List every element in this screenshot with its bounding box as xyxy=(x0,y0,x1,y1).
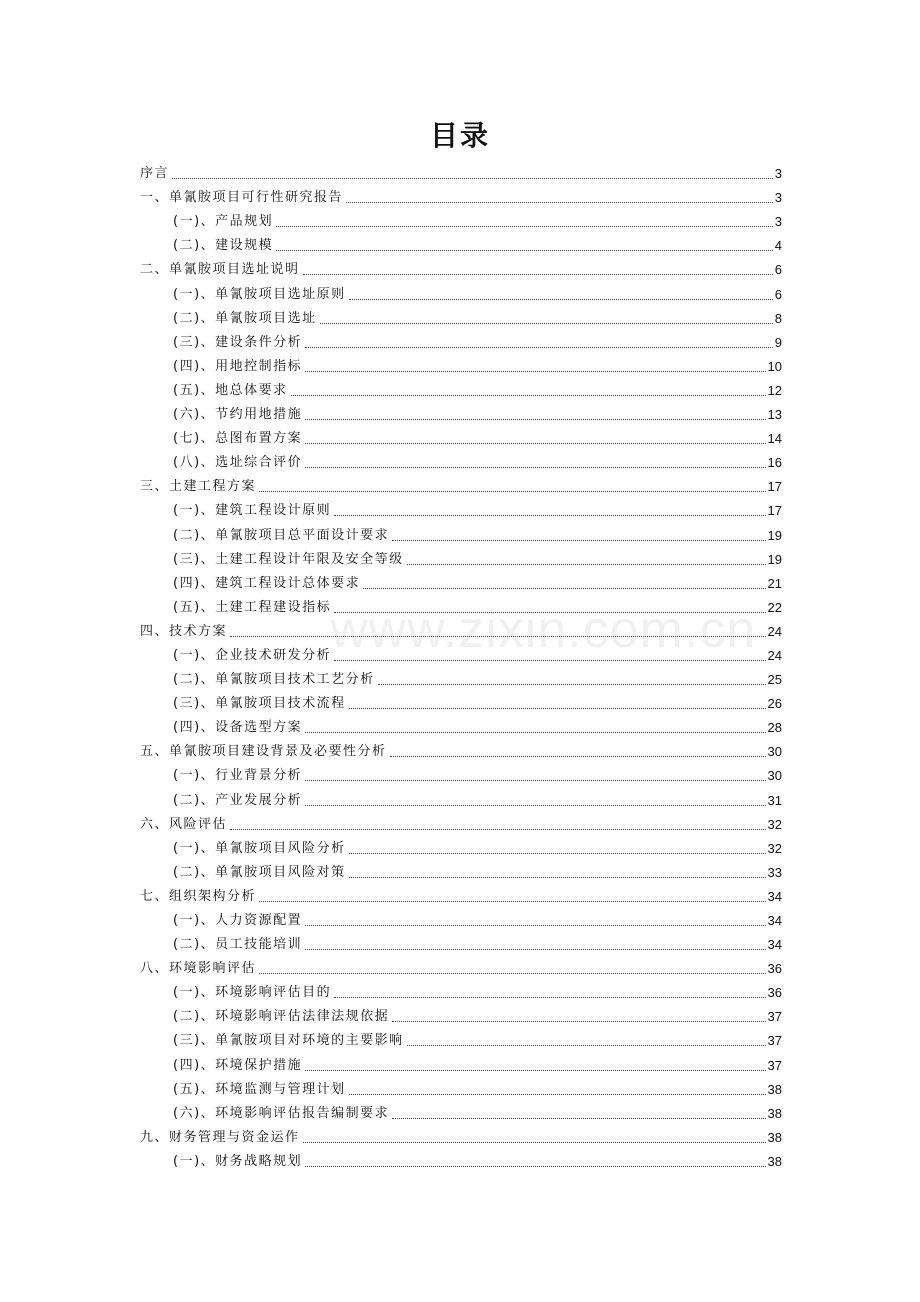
toc-dot-leader xyxy=(230,829,766,830)
toc-dot-leader xyxy=(303,274,773,275)
toc-entry-page-number: 32 xyxy=(767,840,782,856)
toc-entry-page-number: 33 xyxy=(767,864,782,880)
toc-entry-page-number: 13 xyxy=(767,407,782,423)
toc-dot-leader xyxy=(407,1045,766,1046)
toc-dot-leader xyxy=(305,371,765,372)
toc-entry-section[interactable] xyxy=(140,376,782,400)
toc-entry-section[interactable] xyxy=(140,930,782,954)
toc-entry-page-number: 38 xyxy=(767,1081,782,1097)
toc-entry-label: (一)、建筑工程设计原则 xyxy=(173,503,332,519)
toc-entry-label: (七)、总图布置方案 xyxy=(173,431,303,447)
toc-entry-chapter[interactable] xyxy=(140,617,782,641)
toc-entry-label: (二)、单氰胺项目风险对策 xyxy=(173,864,346,880)
toc-dot-leader xyxy=(334,997,765,998)
toc-dot-leader xyxy=(349,1094,766,1095)
toc-entry-label: (一)、财务战略规划 xyxy=(173,1153,303,1169)
toc-entry-section[interactable] xyxy=(140,1147,782,1171)
toc-entry-section[interactable] xyxy=(140,569,782,593)
toc-entry-label: (四)、环境保护措施 xyxy=(173,1057,303,1073)
toc-entry-section[interactable] xyxy=(140,1050,782,1074)
toc-dot-leader xyxy=(303,1142,766,1143)
toc-entry-page-number: 9 xyxy=(774,334,782,350)
toc-entry-page-number: 36 xyxy=(767,985,782,1001)
toc-entry-label: (二)、单氰胺项目选址 xyxy=(173,310,317,326)
toc-entry-section[interactable] xyxy=(140,328,782,352)
toc-dot-leader xyxy=(305,732,765,733)
toc-entry-chapter[interactable] xyxy=(140,159,782,183)
toc-entry-section[interactable] xyxy=(140,352,782,376)
toc-entry-label: 六、风险评估 xyxy=(140,816,228,832)
toc-entry-section[interactable] xyxy=(140,665,782,689)
toc-entry-page-number: 38 xyxy=(767,1153,782,1169)
toc-entry-chapter[interactable] xyxy=(140,183,782,207)
toc-entry-page-number: 6 xyxy=(774,262,782,278)
toc-entry-section[interactable] xyxy=(140,906,782,930)
toc-entry-label: 九、财务管理与资金运作 xyxy=(140,1129,300,1145)
toc-entry-chapter[interactable] xyxy=(140,737,782,761)
toc-entry-page-number: 24 xyxy=(767,623,782,639)
toc-entry-page-number: 17 xyxy=(767,479,782,495)
toc-dot-leader xyxy=(392,1021,765,1022)
toc-entry-label: (二)、单氰胺项目技术工艺分析 xyxy=(173,672,375,688)
toc-dot-leader xyxy=(230,636,766,637)
toc-entry-label: (六)、节约用地措施 xyxy=(173,407,303,423)
toc-entry-page-number: 19 xyxy=(767,527,782,543)
toc-dot-leader xyxy=(349,708,766,709)
toc-entry-label: 二、单氰胺项目选址说明 xyxy=(140,262,300,278)
toc-entry-page-number: 12 xyxy=(767,382,782,398)
toc-entry-label: 三、土建工程方案 xyxy=(140,479,257,495)
toc-entry-page-number: 34 xyxy=(767,913,782,928)
toc-entry-section[interactable] xyxy=(140,1002,782,1026)
toc-dot-leader xyxy=(392,1118,765,1119)
toc-dot-leader xyxy=(305,347,773,348)
toc-entry-section[interactable] xyxy=(140,593,782,617)
toc-dot-leader xyxy=(276,250,773,251)
toc-entry-page-number: 38 xyxy=(767,1129,782,1145)
toc-entry-page-number: 3 xyxy=(774,190,782,206)
toc-entry-page-number: 21 xyxy=(767,575,782,591)
toc-dot-leader xyxy=(320,323,773,324)
toc-entry-page-number: 32 xyxy=(767,816,782,832)
toc-entry-section[interactable] xyxy=(140,496,782,520)
toc-entry-page-number: 37 xyxy=(767,1057,782,1073)
toc-entry-page-number: 34 xyxy=(767,888,782,904)
toc-entry-label: (三)、土建工程设计年限及安全等级 xyxy=(173,551,404,567)
toc-entry-label: 五、单氰胺项目建设背景及必要性分析 xyxy=(140,744,387,760)
toc-entry-page-number: 37 xyxy=(767,1033,782,1049)
toc-entry-page-number: 24 xyxy=(767,647,782,663)
toc-entry-page-number: 4 xyxy=(774,238,782,254)
toc-entry-label: (一)、单氰胺项目风险分析 xyxy=(173,840,346,856)
toc-entry-section[interactable] xyxy=(140,448,782,472)
toc-dot-leader xyxy=(334,515,765,516)
toc-dot-leader xyxy=(305,949,765,950)
toc-entry-chapter[interactable] xyxy=(140,255,782,279)
toc-entry-label: (二)、建设规模 xyxy=(173,238,274,254)
toc-entry-label: (四)、设备选型方案 xyxy=(173,720,303,736)
toc-entry-section[interactable] xyxy=(140,207,782,231)
toc-entry-label: (五)、土建工程建设指标 xyxy=(173,599,332,615)
toc-entry-page-number: 31 xyxy=(767,792,782,808)
toc-entry-section[interactable] xyxy=(140,304,782,328)
toc-entry-section[interactable] xyxy=(140,231,782,255)
toc-dot-leader xyxy=(259,491,766,492)
toc-entry-label: (一)、人力资源配置 xyxy=(173,913,303,928)
toc-entry-page-number: 36 xyxy=(767,961,782,977)
toc-entry-label: (三)、建设条件分析 xyxy=(173,334,303,350)
toc-dot-leader xyxy=(334,660,765,661)
toc-entry-section[interactable] xyxy=(140,978,782,1002)
toc-dot-leader xyxy=(276,226,773,227)
toc-entry-label: (二)、环境影响评估法律法规依据 xyxy=(173,1009,390,1025)
toc-entry-label: (二)、单氰胺项目总平面设计要求 xyxy=(173,527,390,543)
toc-entry-page-number: 3 xyxy=(774,214,782,230)
toc-entry-label: (六)、环境影响评估报告编制要求 xyxy=(173,1105,390,1121)
toc-entry-section[interactable] xyxy=(140,545,782,569)
table-of-contents xyxy=(140,159,782,1171)
toc-entry-label: (八)、选址综合评价 xyxy=(173,455,303,471)
toc-entry-chapter[interactable] xyxy=(140,882,782,906)
toc-entry-section[interactable] xyxy=(140,424,782,448)
toc-entry-section[interactable] xyxy=(140,713,782,737)
toc-dot-leader xyxy=(291,395,766,396)
toc-entry-section[interactable] xyxy=(140,1075,782,1099)
toc-dot-leader xyxy=(305,443,765,444)
toc-entry-section[interactable] xyxy=(140,520,782,544)
toc-entry-page-number: 6 xyxy=(774,286,782,302)
toc-entry-label: (一)、单氰胺项目选址原则 xyxy=(173,286,346,302)
toc-entry-chapter[interactable] xyxy=(140,954,782,978)
toc-entry-chapter[interactable] xyxy=(140,1123,782,1147)
toc-dot-leader xyxy=(305,780,765,781)
watermark: www.zixin.com.cn xyxy=(330,601,757,659)
toc-dot-leader xyxy=(349,853,766,854)
toc-dot-leader xyxy=(305,419,765,420)
toc-title: 目录 xyxy=(429,119,490,152)
toc-entry-page-number: 30 xyxy=(767,744,782,760)
toc-dot-leader xyxy=(259,973,766,974)
toc-entry-label: 八、环境影响评估 xyxy=(140,961,257,977)
toc-entry-section[interactable] xyxy=(140,834,782,858)
toc-entry-page-number: 25 xyxy=(767,672,782,688)
toc-entry-page-number: 28 xyxy=(767,720,782,736)
toc-entry-label: (二)、产业发展分析 xyxy=(173,792,303,808)
toc-dot-leader xyxy=(305,467,765,468)
toc-dot-leader xyxy=(378,684,766,685)
toc-dot-leader xyxy=(407,564,766,565)
toc-dot-leader xyxy=(172,178,773,179)
toc-dot-leader xyxy=(390,756,766,757)
toc-entry-page-number: 3 xyxy=(774,166,782,182)
toc-entry-page-number: 16 xyxy=(767,455,782,471)
toc-entry-label: 序言 xyxy=(140,166,170,182)
toc-entry-section[interactable] xyxy=(140,1099,782,1123)
toc-entry-page-number: 14 xyxy=(767,431,782,447)
toc-entry-section[interactable] xyxy=(140,279,782,303)
toc-entry-page-number: 30 xyxy=(767,768,782,784)
toc-entry-page-number: 37 xyxy=(767,1009,782,1025)
toc-dot-leader xyxy=(349,877,766,878)
toc-dot-leader xyxy=(305,805,765,806)
toc-entry-label: (一)、产品规划 xyxy=(173,214,274,230)
toc-dot-leader xyxy=(363,588,765,589)
toc-entry-page-number: 38 xyxy=(767,1105,782,1121)
toc-entry-label: 四、技术方案 xyxy=(140,623,228,639)
toc-entry-section[interactable] xyxy=(140,761,782,785)
toc-entry-label: (二)、员工技能培训 xyxy=(173,937,303,953)
toc-entry-label: (四)、用地控制指标 xyxy=(173,358,303,374)
toc-entry-section[interactable] xyxy=(140,641,782,665)
toc-entry-page-number: 10 xyxy=(767,358,782,374)
toc-dot-leader xyxy=(349,299,773,300)
toc-entry-label: (一)、环境影响评估目的 xyxy=(173,985,332,1001)
toc-dot-leader xyxy=(305,1070,765,1071)
toc-entry-page-number: 19 xyxy=(767,551,782,567)
toc-entry-section[interactable] xyxy=(140,689,782,713)
toc-dot-leader xyxy=(259,901,766,902)
toc-entry-page-number: 22 xyxy=(767,599,782,615)
toc-dot-leader xyxy=(334,612,765,613)
toc-entry-label: (一)、企业技术研发分析 xyxy=(173,647,332,663)
toc-entry-page-number: 8 xyxy=(774,310,782,326)
toc-entry-label: (五)、地总体要求 xyxy=(173,382,288,398)
toc-dot-leader xyxy=(305,1166,765,1167)
toc-entry-label: 一、单氰胺项目可行性研究报告 xyxy=(140,190,344,206)
toc-dot-leader xyxy=(305,925,765,926)
toc-dot-leader xyxy=(346,202,773,203)
toc-entry-label: (一)、行业背景分析 xyxy=(173,768,303,784)
toc-entry-label: (五)、环境监测与管理计划 xyxy=(173,1081,346,1097)
toc-entry-page-number: 26 xyxy=(767,696,782,712)
toc-entry-section[interactable] xyxy=(140,400,782,424)
toc-entry-chapter[interactable] xyxy=(140,472,782,496)
toc-entry-label: (三)、单氰胺项目技术流程 xyxy=(173,696,346,712)
toc-entry-section[interactable] xyxy=(140,858,782,882)
toc-entry-page-number: 17 xyxy=(767,503,782,519)
toc-dot-leader xyxy=(392,540,765,541)
toc-entry-section[interactable] xyxy=(140,785,782,809)
toc-entry-label: (四)、建筑工程设计总体要求 xyxy=(173,575,361,591)
toc-entry-chapter[interactable] xyxy=(140,810,782,834)
toc-entry-label: (三)、单氰胺项目对环境的主要影响 xyxy=(173,1033,404,1049)
toc-entry-page-number: 34 xyxy=(767,937,782,953)
toc-entry-section[interactable] xyxy=(140,1026,782,1050)
toc-entry-label: 七、组织架构分析 xyxy=(140,888,257,904)
